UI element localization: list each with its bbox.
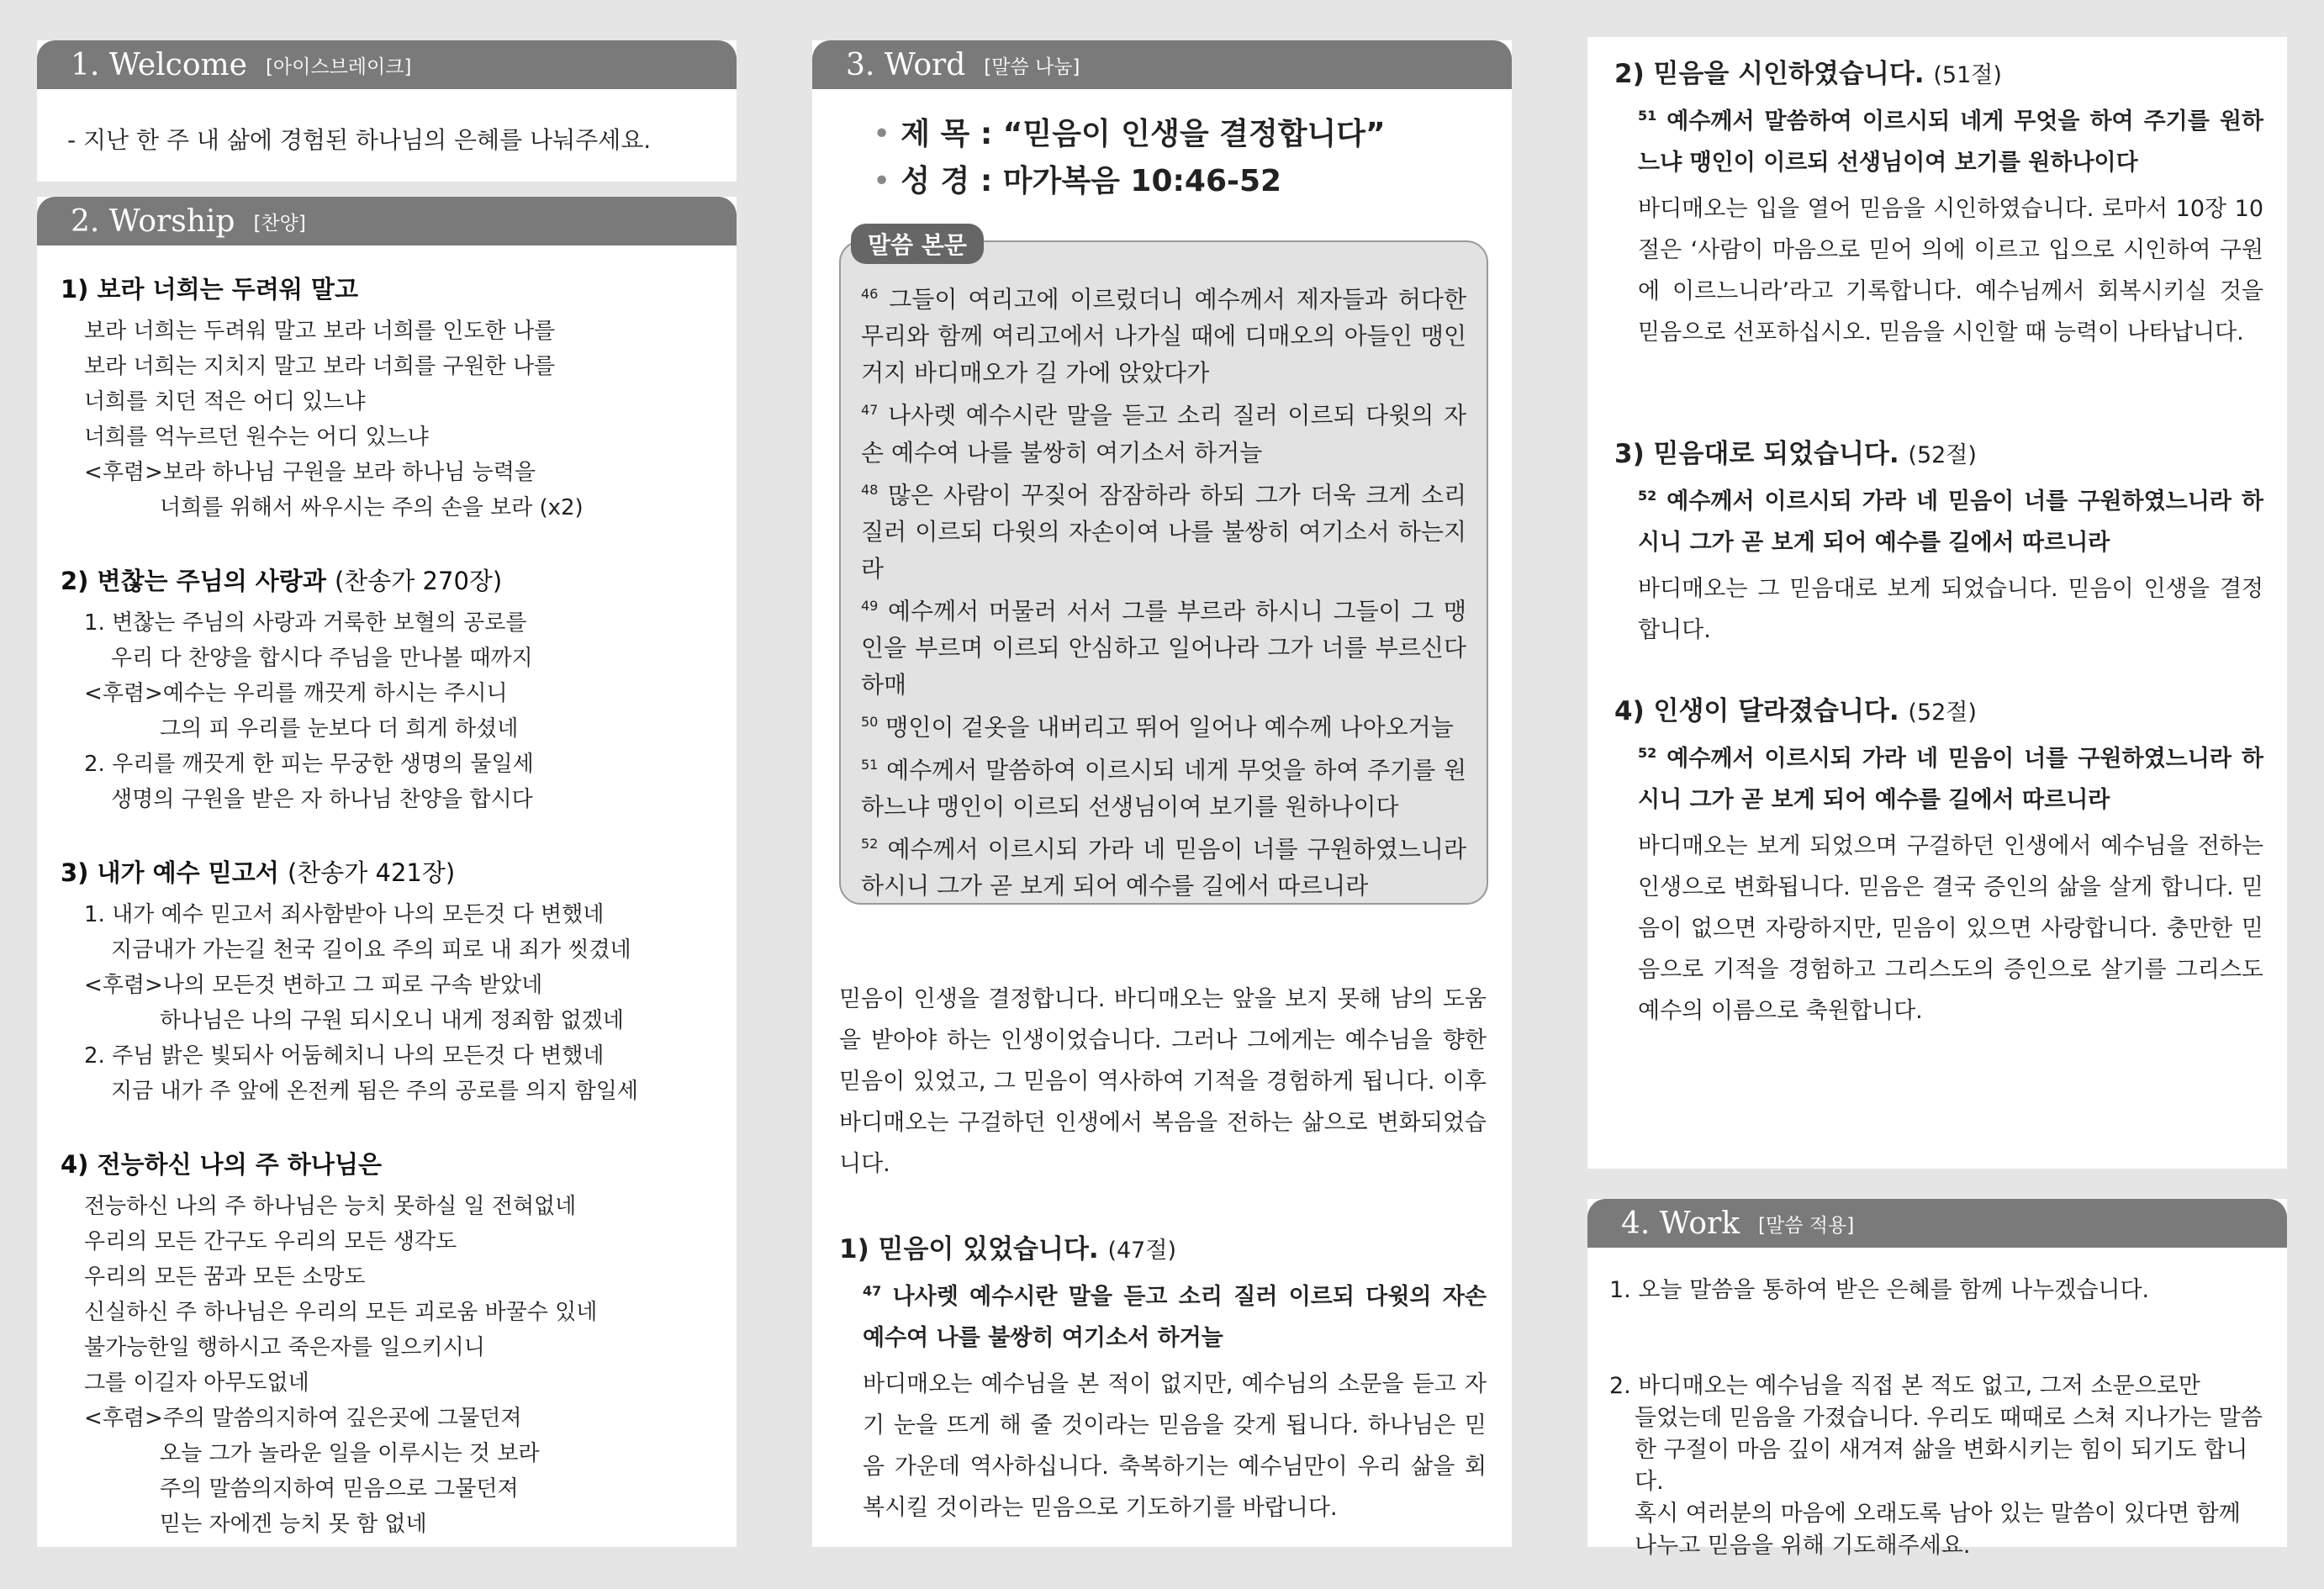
- song-line: <후렴>예수는 우리를 깨끗게 하시는 주시니: [84, 681, 508, 706]
- point-2: [1614, 52, 2263, 353]
- work-panel: [1587, 1199, 2287, 1559]
- point-3: [1614, 432, 2263, 651]
- sermon-subject: • 제 목 : “믿음이 인생을 결정합니다”: [873, 117, 1386, 151]
- sermon-intro: [839, 979, 1487, 1185]
- song-line: 너희를 억누르던 원수는 어디 있느냐: [84, 425, 429, 450]
- point-verse: $^{47}$ 나사렛 예수시란 말을 듣고 소리 질러 이르되 다윗의 자손 예수여 나를 불쌍히 여기소서 하거늘: [863, 1283, 1487, 1351]
- work-question-line: 2. 바디매오는 예수님을 직접 본 적도 없고, 그저 소문으로만: [1609, 1373, 2200, 1399]
- scripture-verse: $^{51}$ 예수께서 말씀하여 이르시되 네게 무엇을 하여 주기를 원하느냐 맹인이 이르되 선생님이여 보기를 원하나이다: [861, 755, 1466, 821]
- song-line: 1. 변찮는 주님의 사랑과 거룩한 보혈의 공로를: [84, 610, 527, 636]
- work-question-line: 한 구절이 마음 깊이 새겨져 삶을 변화시키는 힘이 되기도 합니다.: [1635, 1437, 2248, 1495]
- song-line: 너희를 치던 적은 어디 있느냐: [84, 389, 366, 414]
- work-question-line: 들었는데 믿음을 가졌습니다. 우리도 때때로 스쳐 지나가는 말씀: [1635, 1405, 2263, 1431]
- song-line: 생명의 구원을 받은 자 하나님 찬양을 합시다: [111, 787, 533, 812]
- scripture-verse: $^{46}$ 그들이 여리고에 이르렀더니 예수께서 제자들과 허다한 무리와 함께 여리고에서 나가실 때에 디매오의 아들인 맹인 거지 바디매오가 길 가에 앉았다가: [861, 285, 1466, 388]
- welcome-header-sub: [아이스브레이크]: [265, 55, 412, 78]
- scripture-verses: [861, 276, 1466, 905]
- song-line: 전능하신 나의 주 하나님은 능치 못하실 일 전혀없네: [84, 1194, 577, 1219]
- song-title: 4) 전능하신 나의 주 하나님은: [61, 1150, 382, 1179]
- welcome-text: - 지난 한 주 내 삶에 경험된 하나님의 은혜를 나눠주세요.: [67, 126, 652, 154]
- welcome-panel: [37, 40, 737, 182]
- song-line: 하나님은 나의 구원 되시오니 내게 정죄함 없겠네: [160, 1008, 624, 1033]
- scripture-box: [839, 240, 1488, 905]
- point-verse: $^{52}$ 예수께서 이르시되 가라 네 믿음이 너를 구원하였느니라 하시니 그가 곧 보게 되어 예수를 길에서 따르니라: [1638, 745, 2263, 813]
- point-body: 바디매오는 예수님을 본 적이 없지만, 예수님의 소문을 듣고 자기 눈을 뜨게 해 줄 것이라는 믿음을 갖게 됩니다. 하나님은 믿음 가운데 역사하십니다. 축복하기는 예수님만이 우리 삶을 회복시킬 것이라는 믿음으로 기도하기를 바랍니다.: [863, 1371, 1487, 1521]
- scripture-verse: $^{48}$ 많은 사람이 꾸짖어 잠잠하라 하되 그가 더욱 크게 소리 질러 이르되 다윗의 자손이여 나를 불쌍히 여기소서 하는지라: [861, 480, 1466, 583]
- work-question-1: 1. 오늘 말씀을 통하여 받은 은혜를 함께 나누겠습니다.: [1609, 1277, 2150, 1303]
- point-body: 바디매오는 그 믿음대로 보게 되었습니다. 믿음이 인생을 결정합니다.: [1638, 576, 2263, 643]
- song-line: <후렴>주의 말씀의지하여 깊은곳에 그물던져: [84, 1406, 522, 1431]
- song-line: 2. 주님 밝은 빛되사 어둠헤치니 나의 모든것 다 변했네: [84, 1043, 605, 1069]
- point-body: 바디매오는 입을 열어 믿음을 시인하였습니다. 로마서 10장 10절은 ‘사람이 마음으로 믿어 의에 이르고 입으로 시인하여 구원에 이르느니라’라고 기록합니다. 예수님께서 회복시키실 것을 믿음으로 선포하십시오. 믿음을 시인할 때 능력이 나타납니다.: [1638, 196, 2263, 346]
- song-line: 우리의 모든 꿈과 모든 소망도: [84, 1264, 366, 1290]
- point-verse: $^{52}$ 예수께서 이르시되 가라 네 믿음이 너를 구원하였느니라 하시니 그가 곧 보게 되어 예수를 길에서 따르니라: [1638, 488, 2263, 556]
- scripture-tag: 말씀 본문: [851, 224, 984, 264]
- song-title: 2) 변찮는 주님의 사랑과 (찬송가 270장): [61, 567, 503, 595]
- song-line: 지금내가 가는길 천국 길이요 주의 피로 내 죄가 씻겼네: [111, 937, 631, 963]
- point-title: 2) 믿음을 시인하였습니다. (51절): [1614, 59, 2002, 89]
- song-line: 주의 말씀의지하여 믿음으로 그물던져: [160, 1476, 519, 1502]
- song-line: 그를 이길자 아무도없네: [84, 1370, 309, 1396]
- worship-header: [37, 197, 737, 245]
- point-body: 바디매오는 보게 되었으며 구걸하던 인생에서 예수님을 전하는 인생으로 변화됩니다. 믿음은 결국 증인의 삶을 살게 합니다. 믿음이 없으면 자랑하지만, 믿음이 있으면 사랑합니다. 충만한 믿음으로 기적을 경험하고 그리스도의 증인으로 살기를 그리스도 예수의 이름으로 축원합니다.: [1638, 833, 2263, 1024]
- welcome-header: [37, 40, 737, 89]
- song-line: 오늘 그가 놀라운 일을 이루시는 것 보라: [160, 1441, 540, 1466]
- song-line: 믿는 자에겐 능치 못 함 없네: [160, 1512, 427, 1537]
- word-header-sub: [말씀 나눔]: [984, 55, 1080, 78]
- scripture-verse: $^{50}$ 맹인이 겉옷을 내버리고 뛰어 일어나 예수께 나아오거늘: [861, 713, 1454, 742]
- song-line: <후렴>나의 모든것 변하고 그 피로 구속 받았네: [84, 973, 543, 998]
- song-line: 우리 다 찬양을 합시다 주님을 만나볼 때까지: [111, 646, 533, 671]
- word-header: [812, 40, 1512, 89]
- work-question-line: 나누고 믿음을 위해 기도해주세요.: [1635, 1533, 1971, 1559]
- point-1: [839, 1227, 1487, 1528]
- point-4: [1614, 689, 2263, 1032]
- scripture-verse: $^{49}$ 예수께서 머물러 서서 그를 부르라 하시니 그들이 그 맹인을 부르며 이르되 안심하고 일어나라 그가 너를 부르신다 하매: [861, 597, 1466, 699]
- song-line: 그의 피 우리를 눈보다 더 희게 하셨네: [160, 716, 519, 742]
- point-title: 3) 믿음대로 되었습니다. (52절): [1614, 439, 1977, 469]
- work-header-sub: [말씀 적용]: [1758, 1214, 1855, 1237]
- word-header-title: 3. Word: [846, 47, 966, 82]
- scripture-verse: $^{52}$ 예수께서 이르시되 가라 네 믿음이 너를 구원하였느니라 하시니 그가 곧 보게 되어 예수를 길에서 따르니라: [861, 835, 1466, 900]
- song-line: 지금 내가 주 앞에 온전케 됨은 주의 공로를 의지 함일세: [111, 1079, 638, 1104]
- song-line: 너희를 위해서 싸우시는 주의 손을 보라 (x2): [160, 495, 584, 520]
- point-title: 4) 인생이 달라졌습니다. (52절): [1614, 696, 1977, 726]
- song-line: 불가능한일 행하시고 죽은자를 일으키시니: [84, 1335, 485, 1360]
- song-line: 1. 내가 예수 믿고서 죄사함받아 나의 모든것 다 변했네: [84, 902, 605, 927]
- points-panel: [1587, 37, 2287, 1169]
- song-line: 2. 우리를 깨끗게 한 피는 무궁한 생명의 물일세: [84, 752, 534, 777]
- work-question-line: 혹시 여러분의 마음에 오래도록 남아 있는 말씀이 있다면 함께: [1635, 1501, 2241, 1527]
- work-header-title: 4. Work: [1621, 1206, 1740, 1241]
- work-header: [1587, 1199, 2287, 1248]
- song-line: 보라 너희는 지치지 말고 보라 너희를 구원한 나를: [84, 354, 556, 379]
- song-list: [61, 271, 720, 1542]
- scripture-verse: $^{47}$ 나사렛 예수시란 말을 듣고 소리 질러 이르되 다윗의 자손 예수여 나를 불쌍히 여기소서 하거늘: [861, 401, 1466, 467]
- point-title: 1) 믿음이 있었습니다. (47절): [839, 1234, 1176, 1264]
- word-panel: [812, 40, 1512, 1547]
- worship-header-sub: [찬양]: [253, 212, 306, 235]
- worship-panel: [37, 197, 737, 1547]
- song-title: 1) 보라 너희는 두려워 말고: [61, 275, 358, 304]
- song-line: <후렴>보라 하나님 구원을 보라 하나님 능력을: [84, 460, 536, 485]
- sermon-meta: [873, 111, 1386, 205]
- song-line: 우리의 모든 간구도 우리의 모든 생각도: [84, 1229, 457, 1254]
- sermon-scripture: • 성 경 : 마가복음 10:46-52: [873, 164, 1282, 198]
- work-question-2: [1609, 1370, 2267, 1562]
- worship-header-title: 2. Worship: [71, 203, 235, 239]
- song-line: 신실하신 주 하나님은 우리의 모든 괴로움 바꿀수 있네: [84, 1300, 598, 1325]
- intro-paragraph: 믿음이 인생을 결정합니다. 바디매오는 앞을 보지 못해 남의 도움을 받아야 하는 인생이었습니다. 그러나 그에게는 예수님을 향한 믿음이 있었고, 그 믿음이 역사하여 기적을 경험하게 됩니다. 이후 바디매오는 구걸하던 인생에서 복음을 전하는 삶으로 변화되었습니다.: [839, 986, 1487, 1177]
- song-line: 보라 너희는 두려워 말고 보라 너희를 인도한 나를: [84, 319, 556, 344]
- point-verse: $^{51}$ 예수께서 말씀하여 이르시되 네게 무엇을 하여 주기를 원하느냐 맹인이 이르되 선생님이여 보기를 원하나이다: [1638, 108, 2263, 176]
- song-title: 3) 내가 예수 믿고서 (찬송가 421장): [61, 858, 456, 887]
- welcome-header-title: 1. Welcome: [71, 47, 247, 82]
